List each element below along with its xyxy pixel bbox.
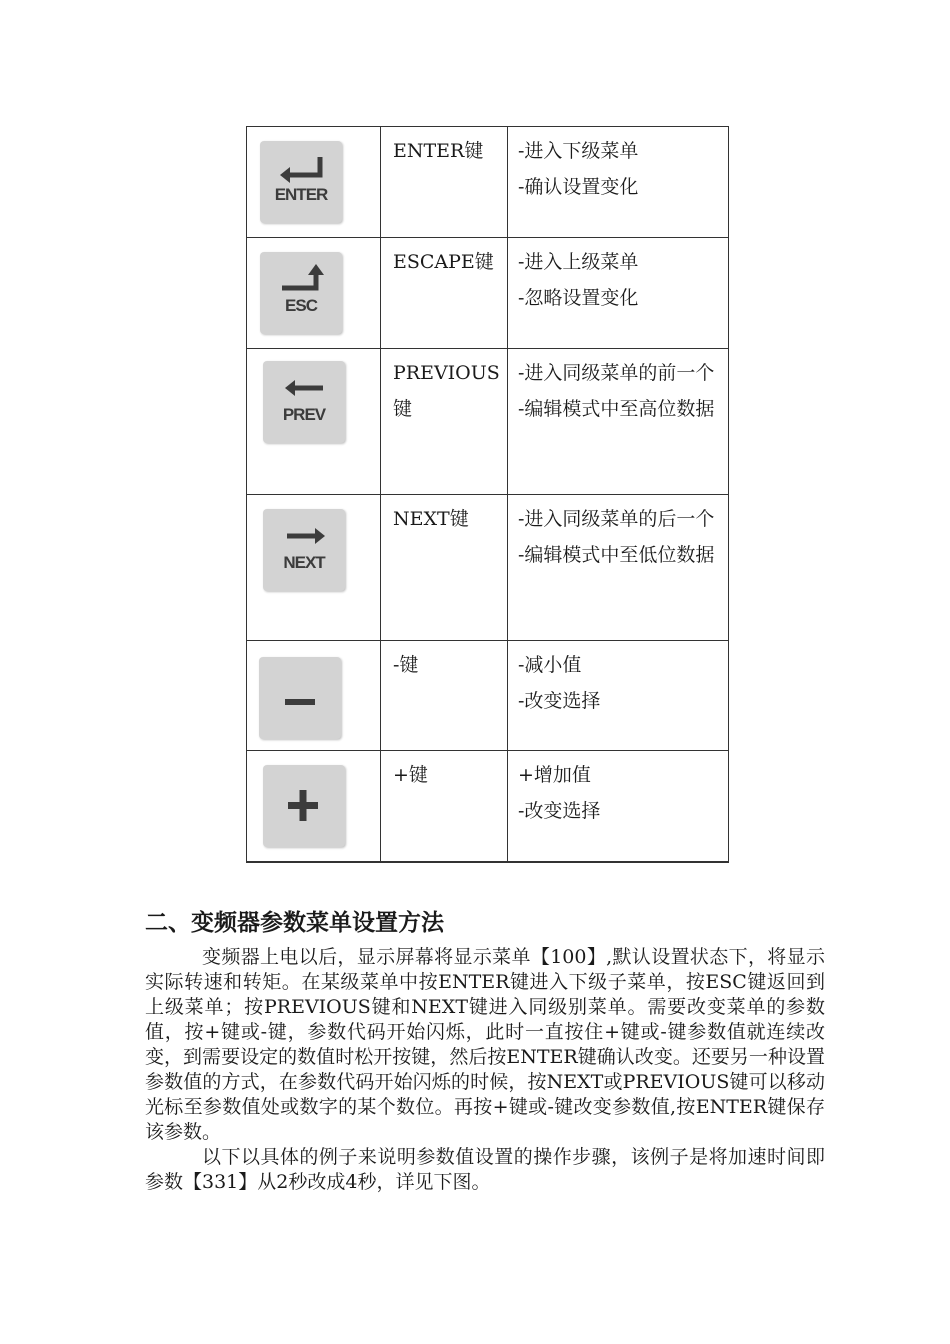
- key-name: ESCAPE键: [381, 238, 508, 349]
- body-paragraph: 以下以具体的例子来说明参数值设置的操作步骤，该例子是将加速时间即参数【331】从2秒改成4秒，详见下图。: [145, 1146, 825, 1193]
- left-arrow-icon: [263, 361, 345, 443]
- key-image-cell: [247, 495, 381, 641]
- description-line: -改变选择: [518, 690, 601, 712]
- description-line: -确认设置变化: [518, 176, 639, 198]
- key-name: NEXT键: [381, 495, 508, 641]
- table-row: [247, 238, 729, 349]
- key-description: [508, 238, 729, 349]
- table-row: [247, 349, 729, 495]
- key-image-cell: [247, 751, 381, 863]
- key-description: [508, 127, 729, 238]
- description-line: -进入同级菜单的前一个: [518, 362, 715, 384]
- body-paragraph: 变频器上电以后，显示屏幕将显示菜单【100】,默认设置状态下，将显示实际转速和转矩。在某级菜单中按ENTER键进入下级子菜单，按ESC键返回到上级菜单；按PREVIOUS键和NEXT键进入同级别菜单。需要改变菜单的参数值，按+键或-键，参数代码开始闪烁，此时一直按住+键或-键参数值就连续改变，到需要设定的数值时松开按键，然后按ENTER键确认改变。还要另一种设置参数值的方式，在参数代码开始闪烁的时候，按NEXT或PREVIOUS键可以移动光标至参数值处或数字的某个数位。再按+键或-键改变参数值,按ENTER键保存该参数。: [145, 946, 825, 1143]
- description-line: -编辑模式中至高位数据: [518, 398, 715, 420]
- key-description: [508, 495, 729, 641]
- table-row: [247, 641, 729, 751]
- key-label: NEXT: [283, 553, 325, 572]
- plus-key-image: [263, 765, 345, 847]
- table-row: [247, 127, 729, 238]
- next-key-image: [263, 509, 345, 591]
- key-description: [508, 349, 729, 495]
- escape-key-image: [260, 252, 342, 334]
- table-row: [247, 495, 729, 641]
- key-image-cell: [247, 127, 381, 238]
- enter-arrow-icon: [260, 141, 342, 223]
- key-description: [508, 641, 729, 751]
- key-name: -键: [381, 641, 508, 751]
- plus-icon: [263, 765, 345, 847]
- table-row: [247, 751, 729, 863]
- description-line: +增加值: [518, 764, 591, 786]
- description-line: -减小值: [518, 654, 582, 676]
- description-line: -进入下级菜单: [518, 140, 639, 162]
- section-heading: 二、变频器参数菜单设置方法: [145, 910, 444, 936]
- description-line: -进入上级菜单: [518, 251, 639, 273]
- key-name: PREVIOUS键: [381, 349, 508, 495]
- description-line: -进入同级菜单的后一个: [518, 508, 715, 530]
- enter-key-image: [260, 141, 342, 223]
- key-image-cell: [247, 238, 381, 349]
- key-function-table: [246, 126, 729, 863]
- minus-key-image: [259, 657, 341, 739]
- escape-arrow-icon: [260, 252, 342, 334]
- key-image-cell: [247, 349, 381, 495]
- key-label: ENTER: [274, 185, 328, 204]
- previous-key-image: [263, 361, 345, 443]
- minus-icon: [259, 657, 341, 739]
- key-description: [508, 751, 729, 863]
- key-label: PREV: [282, 405, 326, 424]
- description-line: -编辑模式中至低位数据: [518, 544, 715, 566]
- right-arrow-icon: [263, 509, 345, 591]
- key-name: +键: [381, 751, 508, 863]
- key-image-cell: [247, 641, 381, 751]
- key-name: ENTER键: [381, 127, 508, 238]
- description-line: -忽略设置变化: [518, 287, 639, 309]
- key-label: ESC: [285, 296, 317, 315]
- description-line: -改变选择: [518, 800, 601, 822]
